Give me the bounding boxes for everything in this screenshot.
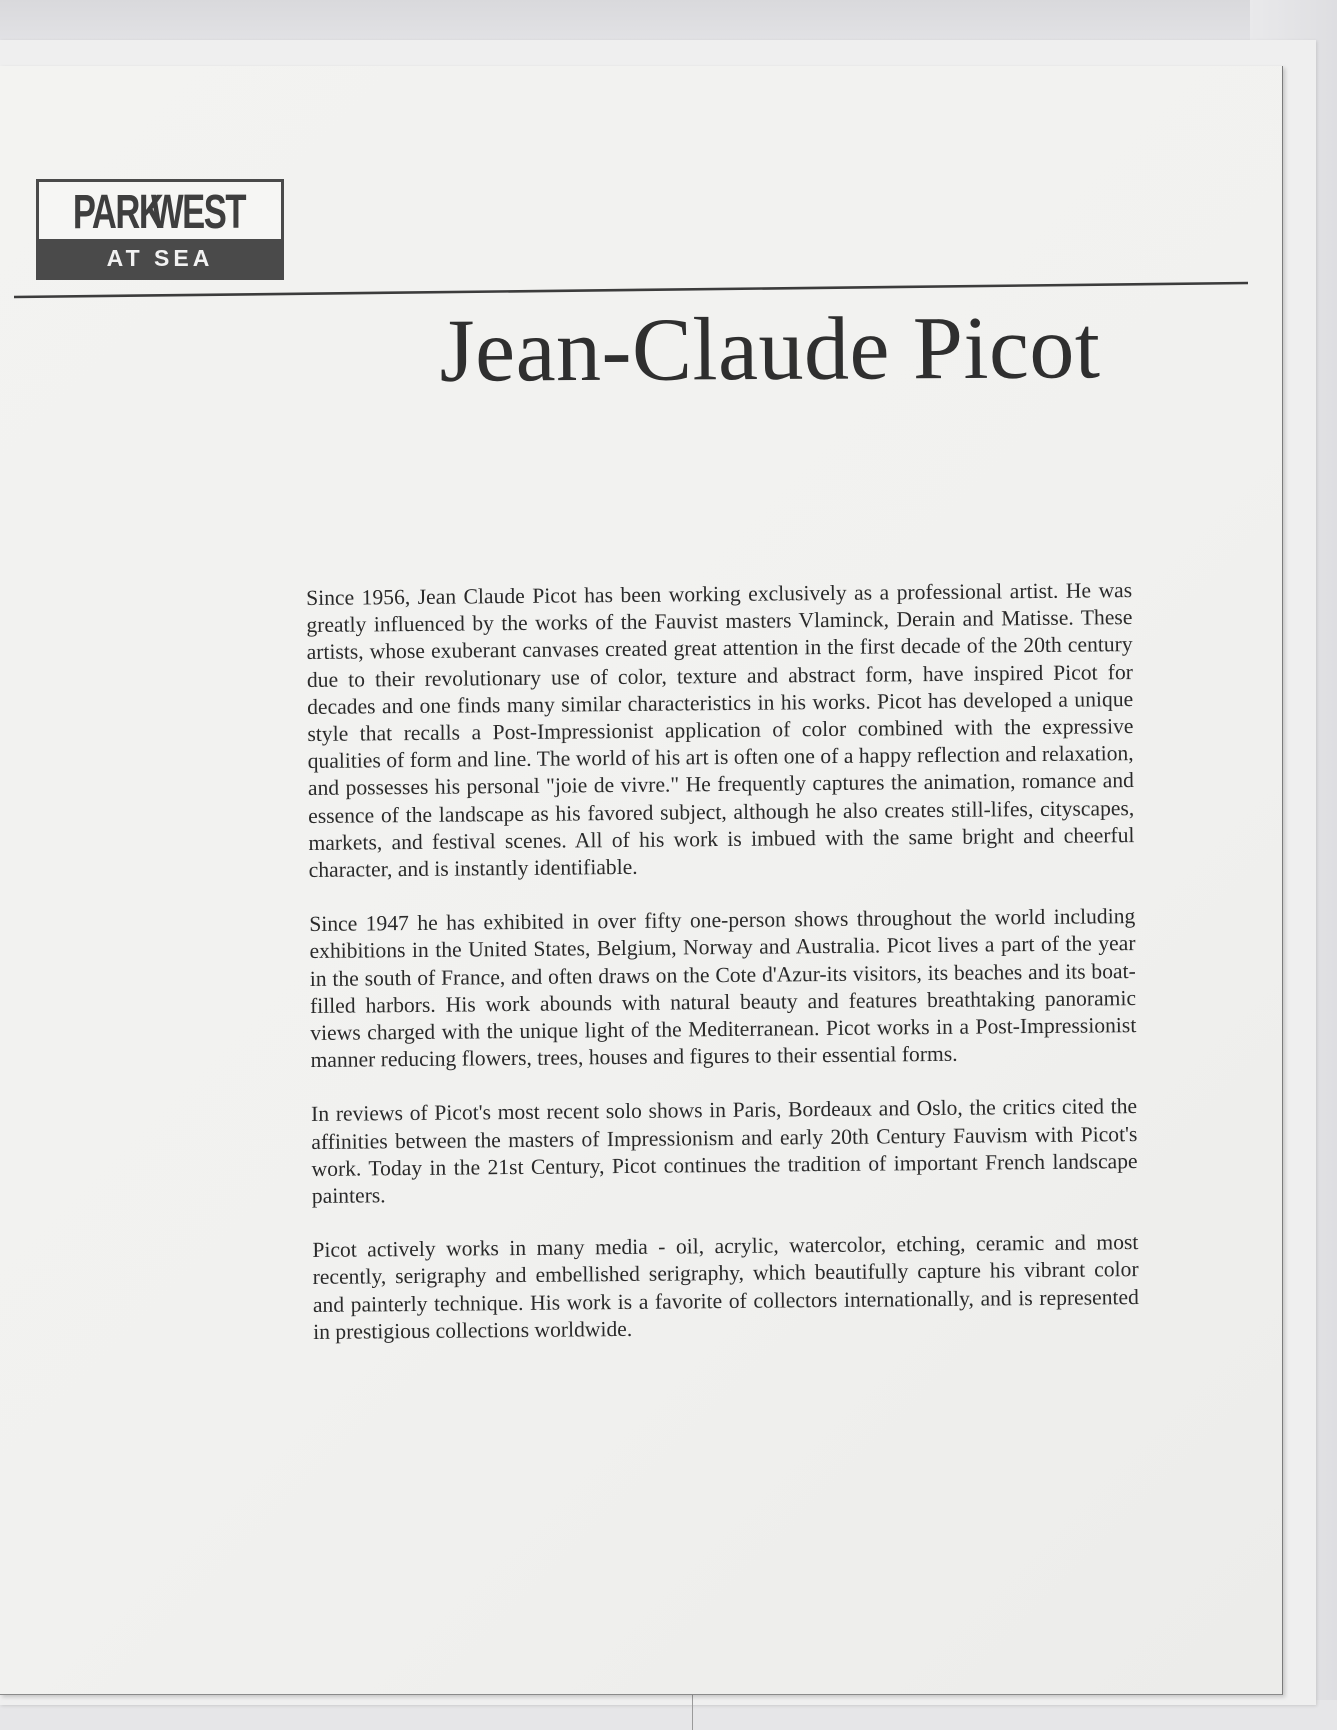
logo-tagline: AT SEA — [106, 244, 214, 271]
table-seam — [692, 1694, 693, 1730]
logo-wordmark — [39, 188, 281, 238]
paragraph: In reviews of Picot's most recent solo shows in Paris, Bordeaux and Oslo, the critics cited the affinities between the masters of Impressionism and early 20th Century Fauvism with Picot's work. Today in the 21st Century, Picot continues the tradition of important French landscape painters. — [310, 1094, 1138, 1209]
logo-word-park: PARK — [73, 186, 163, 239]
paragraph: Since 1947 he has exhibited in over fifty one-person shows throughout the world including exhibitions in the United States, Belgium, Norway and Australia. Picot lives a part of the year in the south of France, and often draws on the Cote d'Azur-its visitors, its beaches and its boat-filled harbors. His work abounds with natural beauty and features breathtaking panoramic views charged with the unique light of the Mediterranean. Picot works in a Post-Impressionist manner reducing flowers, trees, houses and figures to their essential forms. — [309, 904, 1137, 1073]
paragraph: Since 1956, Jean Claude Picot has been working exclusively as a professional artist. He was greatly influenced by the works of the Fauvist masters Vlaminck, Derain and Matisse. These artists, whose exuberant canvases created great attention in the first decade of the 20th century due to their revolutionary use of color, texture and abstract form, have inspired Picot for decades and one finds many similar characteristics in his works. Picot has developed a unique style that recalls a Post-Impressionist application of color combined with the expressive qualities of form and line. The world of his art is often one of a happy reflection and relaxation, and possesses his personal "joie de vivre." He frequently captures the animation, romance and essence of the landscape as his favored subject, although he also creates still-lifes, cityscapes, markets, and festival scenes. All of his work is imbued with the same bright and cheerful character, and is instantly identifiable. — [306, 578, 1135, 883]
page-title: Jean-Claude Picot — [439, 298, 1101, 401]
park-west-logo — [36, 179, 284, 280]
logo-word-west: WEST — [150, 186, 245, 239]
paragraph: Picot actively works in many media - oil, acrylic, watercolor, etching, ceramic and most recently, serigraphy and embellished serigraphy, which beautifully capture his vibrant color and painterly technique. His work is a favorite of collectors internationally, and is represented in prestigious collections worldwide. — [312, 1230, 1139, 1344]
logo-band — [39, 239, 281, 277]
biography-body — [306, 577, 1139, 1346]
